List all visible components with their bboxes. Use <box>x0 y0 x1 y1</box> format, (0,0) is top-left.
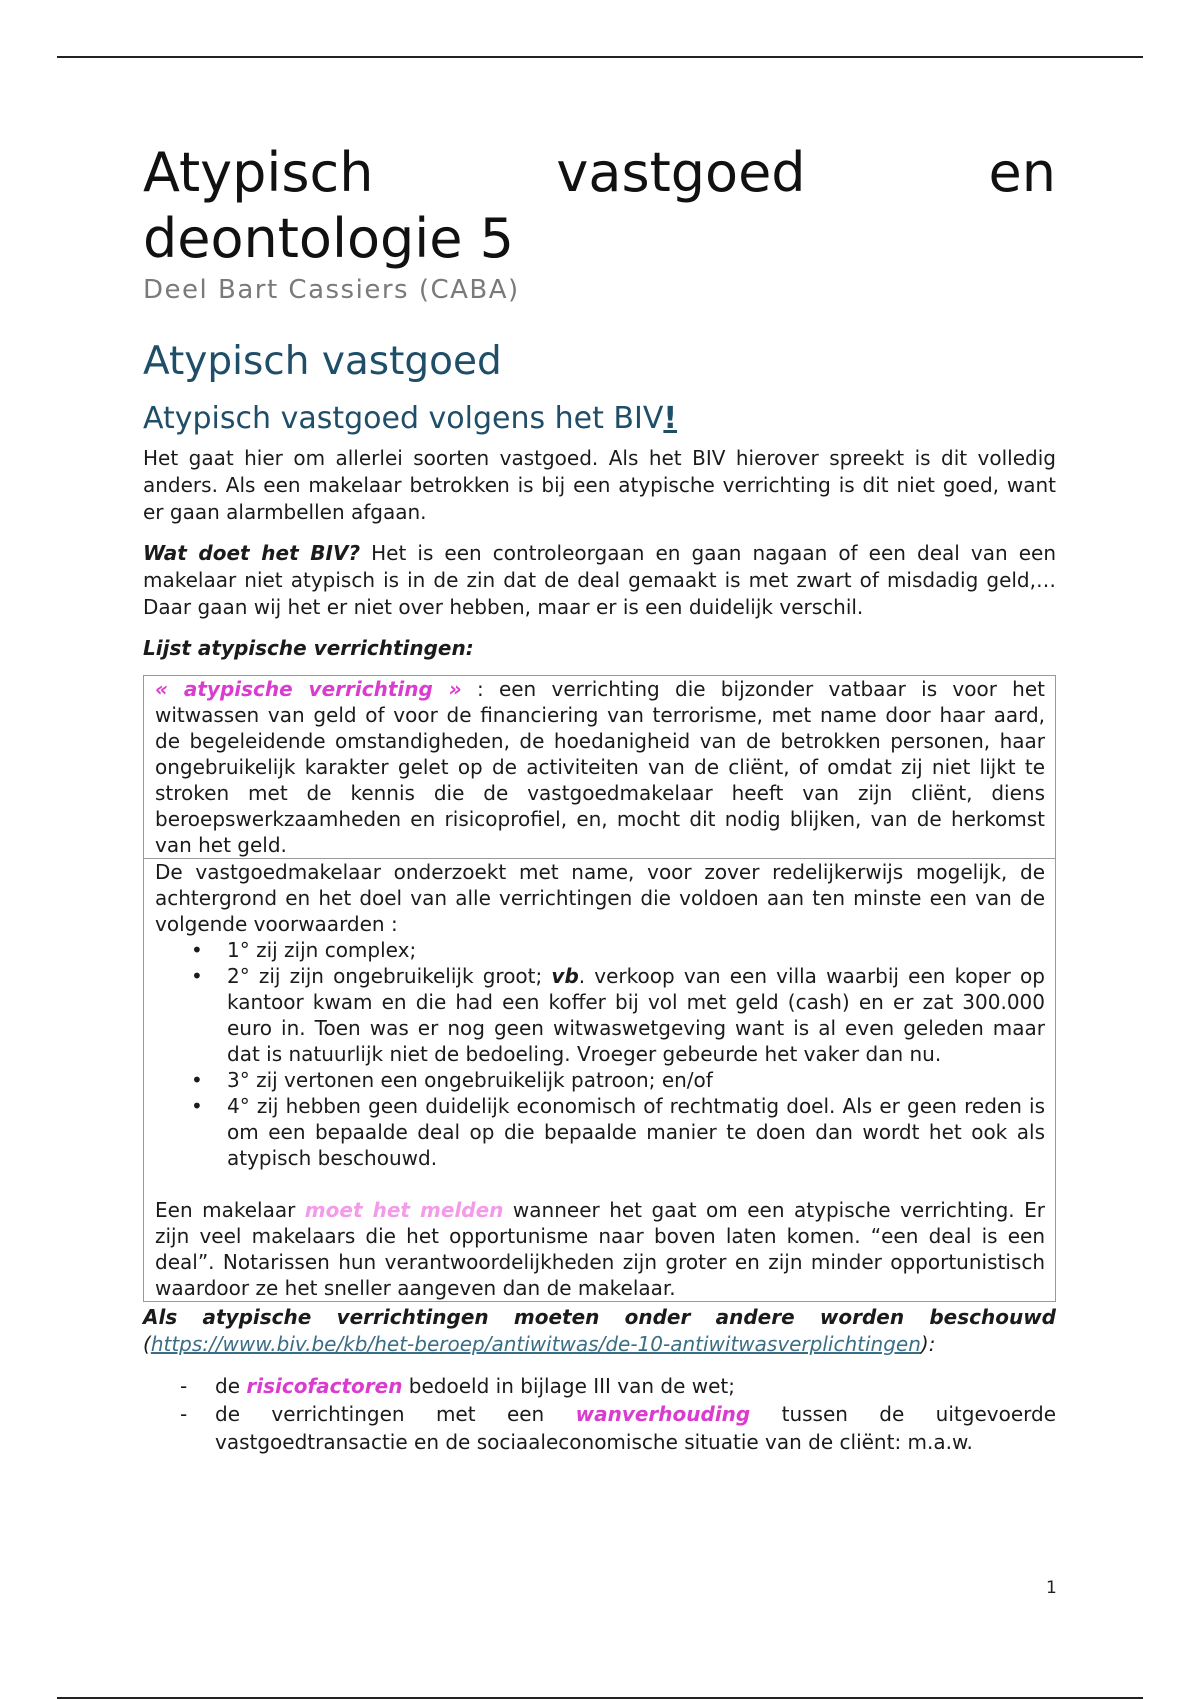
document-subtitle: Deel Bart Cassiers (CABA) <box>143 275 520 305</box>
list-item-emphasis: wanverhouding <box>575 1402 751 1426</box>
paragraph-biv-text: Het is een controleorgaan en gaan nagaan of een deal van een makelaar niet atypisch is in de zin dat de deal gemaakt is met zwart of misdadig geld,… Daar gaan wij het er niet over hebben, maar er is een duidelijk verschil. <box>143 541 1056 619</box>
definition-cell <box>144 676 1055 858</box>
report-paragraph <box>155 1197 1045 1301</box>
source-line <box>143 1331 1056 1358</box>
dash-list <box>143 1372 1056 1456</box>
conditions-cell <box>144 858 1055 1301</box>
list-item-text: de <box>215 1374 247 1398</box>
header-rule <box>57 56 1143 58</box>
conditions-intro: De vastgoedmakelaar onderzoekt met name, voor zover redelijkerwijs mogelijk, de achtergrond en het doel van alle verrichtingen die voldoen aan ten minste een van de volgende voorwaarden : <box>155 860 1045 936</box>
list-item-text: 3° zij vertonen een ongebruikelijk patroon; en/of <box>227 1068 713 1092</box>
subsection-heading <box>143 399 1056 439</box>
list-heading: Lijst atypische verrichtingen: <box>143 636 474 660</box>
definition-term: « atypische verrichting » <box>155 677 462 701</box>
paragraph-biv-lead: Wat doet het BIV? <box>143 541 361 565</box>
definition-text: : een verrichting die bijzonder vatbaar is voor het witwassen van geld of voor de financiering van terrorisme, met name door haar aard, de begeleidende omstandigheden, de hoedanigheid van de betrokken personen, haar ongebruikelijk karakter gelet op de activiteiten van de cliënt, of omdat zij niet lijkt te stroken met de kennis die de vastgoedmakelaar heeft van zijn cliënt, diens beroepswerkzaamheden en risicoprofiel, en, mocht dit nodig blijken, van de herkomst van het geld. <box>155 677 1045 857</box>
list-item-text: de verrichtingen met een <box>215 1402 576 1426</box>
conditions-list <box>155 937 1045 1171</box>
list-item <box>227 937 1045 963</box>
paren-close: ): <box>920 1332 936 1356</box>
list-item-text-tail: bedoeld in bijlage III van de wet; <box>402 1374 736 1398</box>
report-text-tail: wanneer het gaat om een atypische verrichting. Er zijn veel makelaars die het opportunisme naar boven laten komen. “een deal is een deal”. Notarissen hun verantwoordelijkheden zijn groter en zijn minder opportunistisch waardoor ze het sneller aangeven dan de makelaar. <box>155 1198 1046 1300</box>
page-number: 1 <box>1046 1578 1057 1598</box>
report-text: Een makelaar <box>155 1198 305 1222</box>
paragraph-biv <box>143 540 1056 621</box>
spacer <box>155 1171 1045 1197</box>
list-item <box>227 1093 1045 1171</box>
paragraph-intro: Het gaat hier om allerlei soorten vastgoed. Als het BIV hierover spreekt is dit volledig anders. Als een makelaar betrokken is bij een atypische verrichting is dit niet goed, want er gaan alarmbellen afgaan. <box>143 446 1056 524</box>
list-item <box>227 1067 1045 1093</box>
document-title: Atypisch vastgoed en deontologie 5 <box>143 141 1056 270</box>
list-item <box>215 1372 1056 1400</box>
after-box-heading: Als atypische verrichtingen moeten onder andere worden beschouwd <box>143 1305 1056 1329</box>
document-page <box>143 140 1056 1456</box>
list-item-text-tail: . verkoop van een villa waarbij een koper op kantoor kwam en die had een koffer bij vol met geld (cash) en er zat 300.000 euro in. Toen was er nog geen witwaswetgeving want is al even geleden maar dat is natuurlijk niet de bedoeling. Vroeger gebeurde het vaker dan nu. <box>227 964 1045 1066</box>
section-heading: Atypisch vastgoed <box>143 339 502 384</box>
list-item <box>215 1400 1056 1456</box>
paren-open: ( <box>143 1332 151 1356</box>
subsection-heading-text: Atypisch vastgoed volgens het BIV <box>143 401 664 436</box>
list-item-emphasis: risicofactoren <box>246 1374 403 1398</box>
footer-rule <box>57 1697 1143 1699</box>
subsection-heading-mark: ! <box>663 401 678 436</box>
list-item-emphasis: vb <box>551 964 579 988</box>
list-item-text: 4° zij hebben geen duidelijk economisch of rechtmatig doel. Als er geen reden is om een bepaalde deal op die bepaalde manier te doen dan wordt het ook als atypisch beschouwd. <box>227 1094 1045 1170</box>
list-item <box>227 963 1045 1067</box>
source-link[interactable]: https://www.biv.be/kb/het-beroep/antiwitwas/de-10-antiwitwasverplichtingen <box>150 1332 921 1356</box>
list-item-text: 2° zij zijn ongebruikelijk groot; <box>227 964 552 988</box>
report-emphasis: moet het melden <box>304 1198 504 1222</box>
list-item-text: 1° zij zijn complex; <box>227 938 417 962</box>
list-item-text-tail: tussen de uitgevoerde vastgoedtransactie en de sociaaleconomische situatie van de cliënt: m.a.w. <box>215 1402 1057 1454</box>
definition-table <box>143 675 1056 1302</box>
